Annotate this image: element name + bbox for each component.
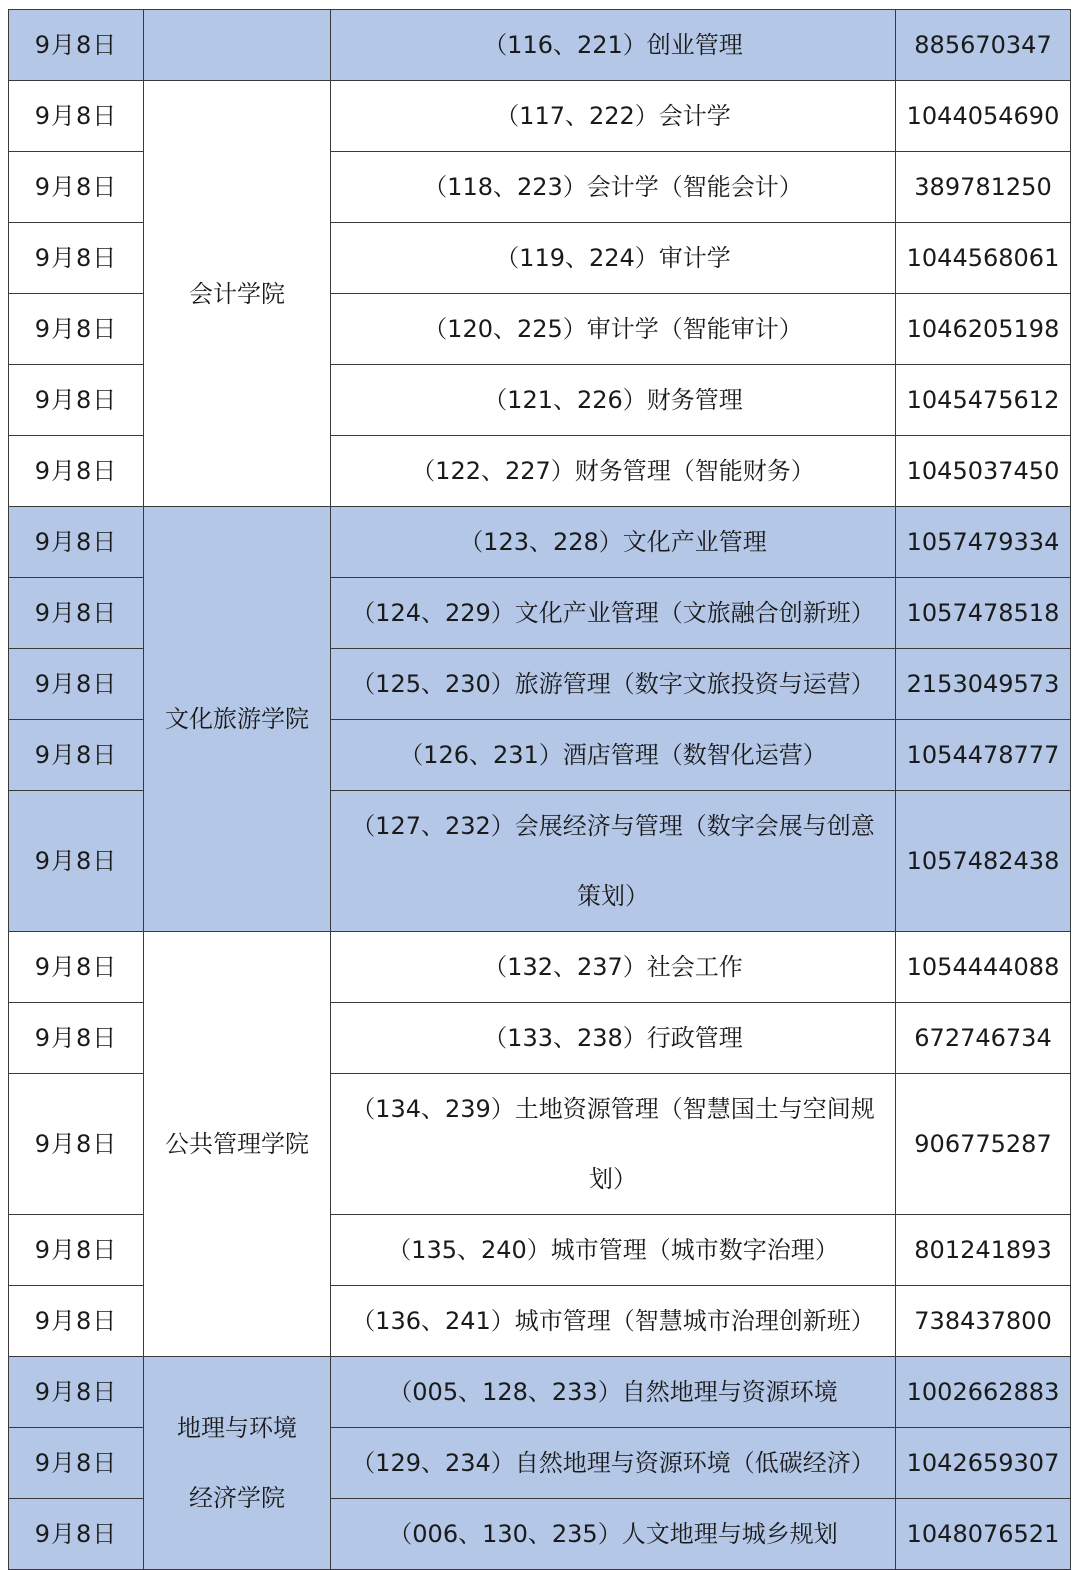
qq-group-cell: 1046205198	[896, 294, 1071, 365]
group-info-table	[8, 9, 1071, 1570]
date-cell: 9月8日	[9, 1286, 144, 1357]
date-cell: 9月8日	[9, 649, 144, 720]
date-cell: 9月8日	[9, 436, 144, 507]
date-cell: 9月8日	[9, 791, 144, 932]
qq-group-cell: 885670347	[896, 10, 1071, 81]
major-cell: （124、229）文化产业管理（文旅融合创新班）	[331, 578, 896, 649]
table-row	[9, 507, 1071, 578]
college-cell	[144, 10, 331, 81]
qq-group-cell: 1042659307	[896, 1428, 1071, 1499]
major-cell: （132、237）社会工作	[331, 932, 896, 1003]
date-cell: 9月8日	[9, 932, 144, 1003]
qq-group-cell: 1045475612	[896, 365, 1071, 436]
qq-group-cell: 672746734	[896, 1003, 1071, 1074]
major-cell: （116、221）创业管理	[331, 10, 896, 81]
college-cell: 公共管理学院	[144, 932, 331, 1357]
date-cell: 9月8日	[9, 1357, 144, 1428]
date-cell: 9月8日	[9, 578, 144, 649]
qq-group-cell: 389781250	[896, 152, 1071, 223]
date-cell: 9月8日	[9, 365, 144, 436]
date-cell: 9月8日	[9, 223, 144, 294]
major-cell: （136、241）城市管理（智慧城市治理创新班）	[331, 1286, 896, 1357]
date-cell: 9月8日	[9, 1215, 144, 1286]
date-cell: 9月8日	[9, 720, 144, 791]
qq-group-cell: 1057479334	[896, 507, 1071, 578]
qq-group-cell: 738437800	[896, 1286, 1071, 1357]
date-cell: 9月8日	[9, 152, 144, 223]
date-cell: 9月8日	[9, 294, 144, 365]
college-cell: 会计学院	[144, 81, 331, 507]
date-cell: 9月8日	[9, 81, 144, 152]
major-cell: （135、240）城市管理（城市数字治理）	[331, 1215, 896, 1286]
qq-group-cell: 1054478777	[896, 720, 1071, 791]
major-cell: （127、232）会展经济与管理（数字会展与创意策划）	[331, 791, 896, 932]
qq-group-cell: 1044568061	[896, 223, 1071, 294]
major-cell: （133、238）行政管理	[331, 1003, 896, 1074]
qq-group-cell: 801241893	[896, 1215, 1071, 1286]
date-cell: 9月8日	[9, 1499, 144, 1570]
major-cell: （117、222）会计学	[331, 81, 896, 152]
qq-group-cell: 1057478518	[896, 578, 1071, 649]
date-cell: 9月8日	[9, 10, 144, 81]
table-row	[9, 81, 1071, 152]
qq-group-cell: 1044054690	[896, 81, 1071, 152]
date-cell: 9月8日	[9, 1003, 144, 1074]
qq-group-cell: 1057482438	[896, 791, 1071, 932]
qq-group-cell: 1048076521	[896, 1499, 1071, 1570]
major-cell: （121、226）财务管理	[331, 365, 896, 436]
major-cell: （120、225）审计学（智能审计）	[331, 294, 896, 365]
major-cell: （119、224）审计学	[331, 223, 896, 294]
college-cell: 文化旅游学院	[144, 507, 331, 932]
date-cell: 9月8日	[9, 1074, 144, 1215]
table-row	[9, 932, 1071, 1003]
major-cell: （118、223）会计学（智能会计）	[331, 152, 896, 223]
major-cell: （126、231）酒店管理（数智化运营）	[331, 720, 896, 791]
qq-group-cell: 1054444088	[896, 932, 1071, 1003]
table-row	[9, 10, 1071, 81]
date-cell: 9月8日	[9, 507, 144, 578]
table-row	[9, 1357, 1071, 1428]
qq-group-cell: 1002662883	[896, 1357, 1071, 1428]
major-cell: （005、128、233）自然地理与资源环境	[331, 1357, 896, 1428]
major-cell: （123、228）文化产业管理	[331, 507, 896, 578]
major-cell: （122、227）财务管理（智能财务）	[331, 436, 896, 507]
qq-group-cell: 906775287	[896, 1074, 1071, 1215]
qq-group-cell: 1045037450	[896, 436, 1071, 507]
major-cell: （129、234）自然地理与资源环境（低碳经济）	[331, 1428, 896, 1499]
major-cell: （006、130、235）人文地理与城乡规划	[331, 1499, 896, 1570]
college-cell: 地理与环境经济学院	[144, 1357, 331, 1570]
major-cell: （134、239）土地资源管理（智慧国土与空间规划）	[331, 1074, 896, 1215]
major-cell: （125、230）旅游管理（数字文旅投资与运营）	[331, 649, 896, 720]
date-cell: 9月8日	[9, 1428, 144, 1499]
qq-group-cell: 2153049573	[896, 649, 1071, 720]
